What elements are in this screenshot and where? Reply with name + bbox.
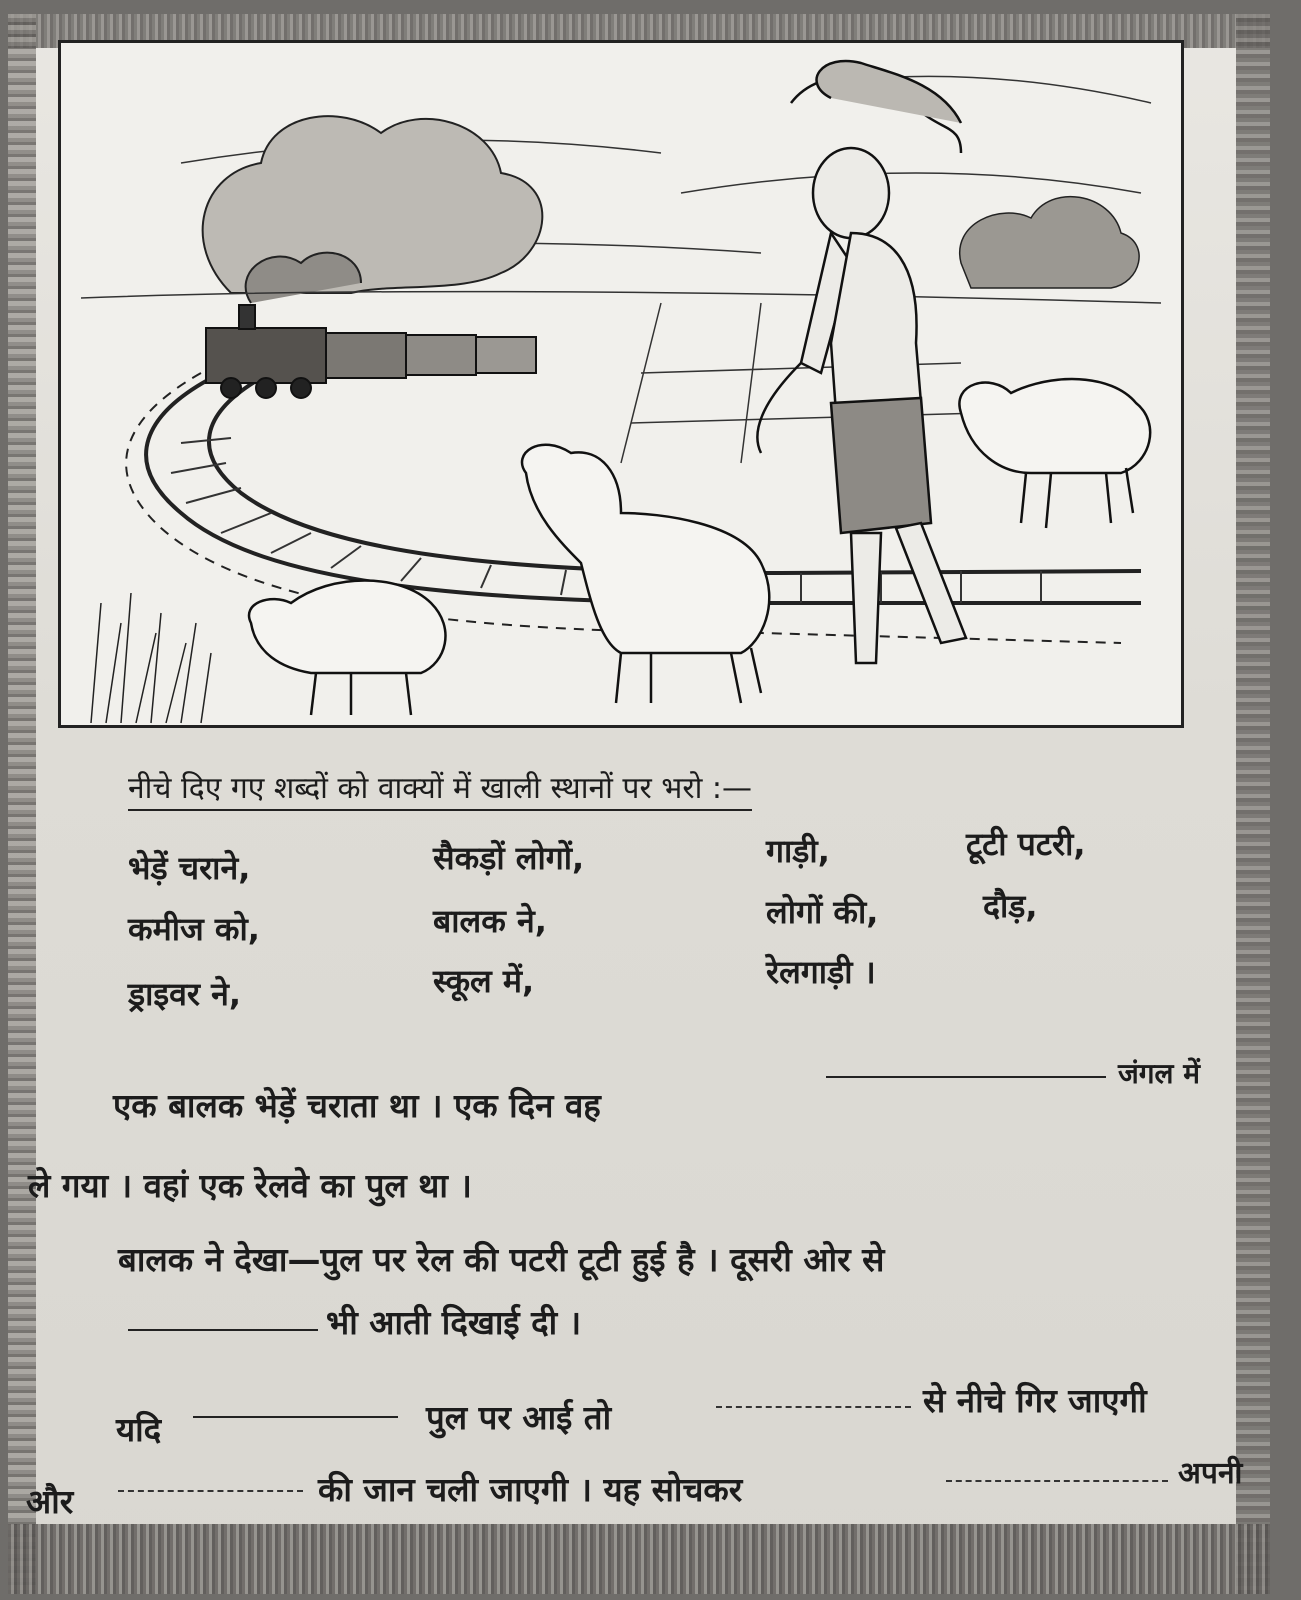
passage-line-1a: एक बालक भेड़ें चराता था । एक दिन वह — [113, 1086, 601, 1125]
sheep-left — [249, 581, 445, 716]
word-bank-item: टूटी पटरी, — [966, 825, 1086, 863]
word-bank-item: बालक ने, — [433, 902, 547, 940]
train — [206, 305, 536, 398]
word-bank-item: कमीज को, — [128, 910, 260, 948]
word-bank-item: सैकड़ों लोगों, — [433, 839, 585, 877]
blank-6[interactable] — [946, 1480, 1168, 1482]
word-bank-item: दौड़, — [983, 887, 1038, 925]
instruction-heading: नीचे दिए गए शब्दों को वाक्यों में खाली स्थानों पर भरो :— — [128, 766, 752, 811]
passage-line-6a: और — [26, 1482, 74, 1521]
smoke — [203, 116, 543, 303]
tree — [960, 197, 1139, 288]
passage-line-5a: यदि — [116, 1410, 162, 1449]
passage-line-6b: की जान चली जाएगी । यह सोचकर — [318, 1470, 743, 1509]
blank-1[interactable] — [826, 1076, 1106, 1078]
passage-line-3: बालक ने देखा—पुल पर रेल की पटरी टूटी हुई है । दूसरी ओर से — [118, 1240, 885, 1279]
word-bank-item: स्कूल में, — [433, 962, 535, 1000]
scan-border-bottom — [8, 1524, 1270, 1594]
grass — [91, 593, 211, 723]
blank-3[interactable] — [193, 1416, 398, 1418]
word-bank-item: रेलगाड़ी । — [766, 953, 876, 991]
passage-line-2: ले गया । वहां एक रेलवे का पुल था । — [28, 1166, 472, 1205]
blank-4[interactable] — [716, 1406, 911, 1408]
blank-5[interactable] — [118, 1490, 303, 1492]
passage-line-5b: पुल पर आई तो — [426, 1398, 612, 1437]
word-bank-item: भेड़ें चराने, — [128, 849, 251, 887]
boy-sheep-train-illustration — [61, 43, 1181, 725]
scan-border-left — [8, 14, 36, 1594]
word-bank-item: गाड़ी, — [766, 832, 830, 870]
blank-2[interactable] — [128, 1329, 318, 1331]
word-bank-item: लोगों की, — [766, 893, 879, 931]
worksheet-page — [8, 14, 1270, 1594]
passage-line-5c: से नीचे गिर जाएगी — [923, 1381, 1147, 1420]
passage-line-4: भी आती दिखाई दी । — [326, 1303, 582, 1342]
scan-border-right — [1236, 14, 1270, 1594]
sheep-right — [959, 379, 1150, 528]
passage-line-1b: जंगल में — [1118, 1057, 1201, 1090]
illustration-frame — [58, 40, 1184, 728]
sheep-center — [522, 445, 769, 703]
passage-line-6c: अपनी — [1178, 1456, 1243, 1491]
word-bank-item: ड्राइवर ने, — [128, 975, 242, 1013]
